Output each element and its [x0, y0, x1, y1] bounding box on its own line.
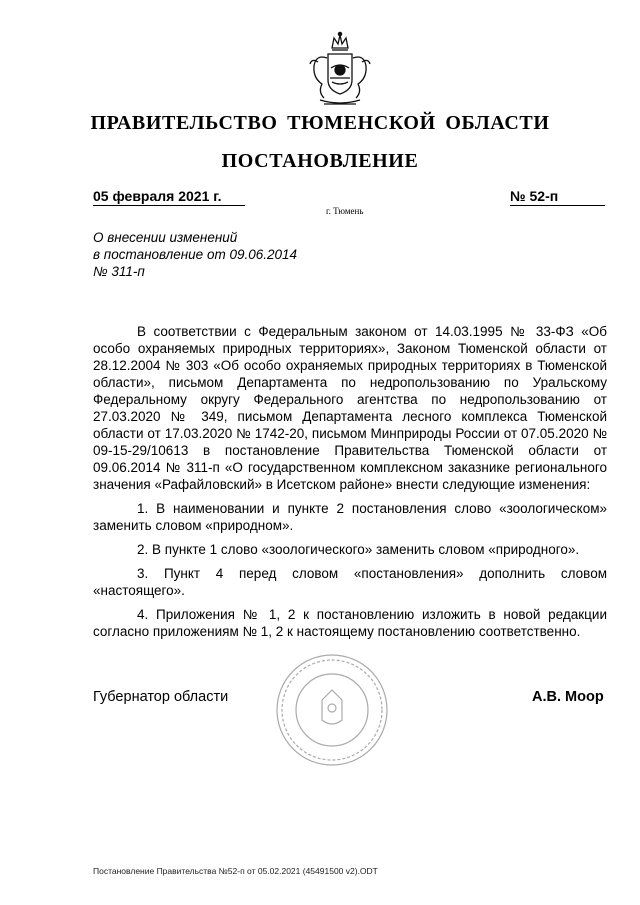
- subject-line: в постановление от 09.06.2014: [93, 247, 298, 262]
- signatory-title: Губернатор области: [93, 689, 229, 705]
- city-label: г. Тюмень: [326, 206, 364, 216]
- document-type-heading: ПОСТАНОВЛЕНИЕ: [221, 150, 419, 172]
- document-subject: [93, 229, 353, 280]
- footer-file-reference: Постановление Правительства №52-п от 05.02.2021 (45491500 v2).ODT: [93, 866, 378, 876]
- coat-of-arms-icon: [298, 28, 382, 112]
- body-paragraph: 1. В наименовании и пункте 2 постановления слово «зоологическом» заменить словом «природном».: [93, 501, 607, 533]
- body-paragraph: 2. В пункте 1 слово «зоологического» заменить словом «природного».: [137, 542, 580, 557]
- subject-line: № 311-п: [93, 264, 145, 279]
- body-paragraph: 4. Приложения № 1, 2 к постановлению изложить в новой редакции согласно приложениям № 1, 2 к настоящему постановлению соответственно.: [93, 607, 607, 639]
- document-date: 05 февраля 2021 г.: [93, 188, 245, 206]
- body-paragraph: 3. Пункт 4 перед словом «постановления» дополнить словом «настоящего».: [93, 566, 607, 598]
- document-number: № 52-п: [510, 188, 605, 206]
- subject-line: О внесении изменений: [93, 230, 238, 245]
- seal-stamp-icon: [274, 652, 390, 768]
- signatory-name: А.В. Моор: [532, 689, 604, 705]
- body-paragraph: В соответствии с Федеральным законом от 14.03.1995 № 33-ФЗ «Об особо охраняемых природных территориях», Законом Тюменской области от 28.12.2004 № 303 «Об особо охраняемых природных территориях в Тюменской области», письмом Департамента по недропользованию по Уральскому Федеральному округу Федерального агентства по недропользованию от 27.03.2020 № 349, письмом Департамента лесного комплекса Тюменской области от 17.03.2020 № 1742-20, письмом Минприроды России от 07.05.2020 № 09-15-29/10613 в постановление Правительства Тюменской области от 09.06.2014 № 311-п «О государственном комплексном заказнике регионального значения «Рафайловский» в Исетском районе» внести следующие изменения:: [93, 324, 607, 492]
- document-body: [93, 323, 607, 647]
- organization-title: ПРАВИТЕЛЬСТВО ТЮМЕНСКОЙ ОБЛАСТИ: [90, 112, 550, 134]
